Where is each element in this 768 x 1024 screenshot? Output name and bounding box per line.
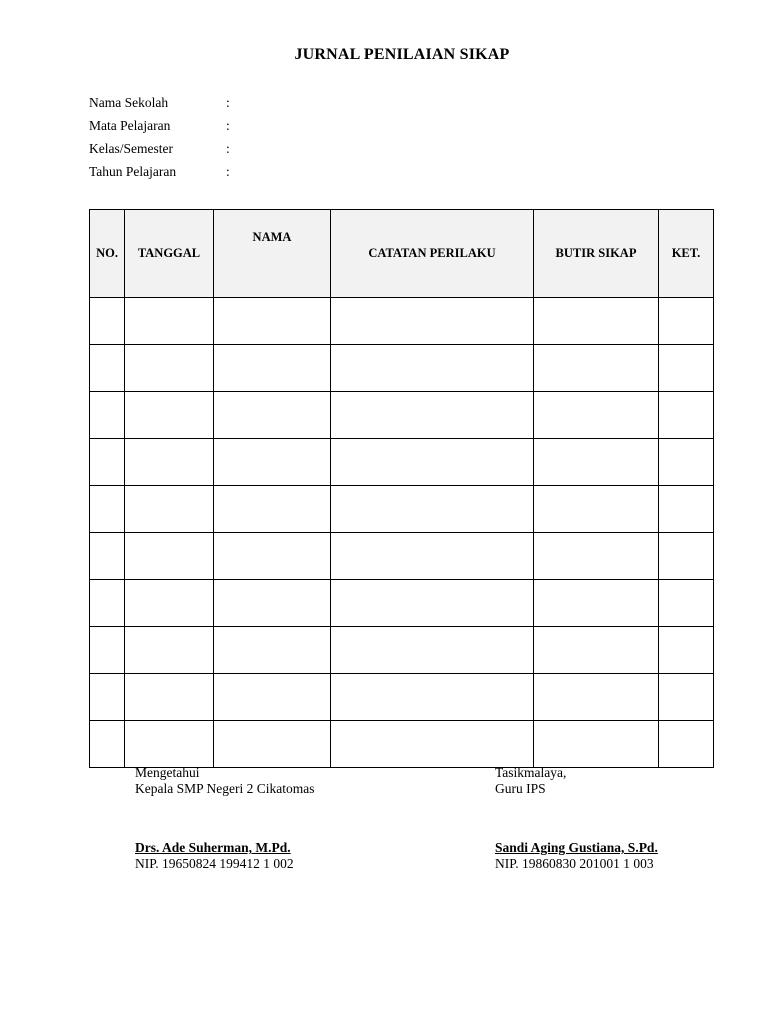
table-cell [214, 533, 331, 580]
table-cell [659, 674, 714, 721]
table-cell [331, 674, 534, 721]
info-colon: : [226, 118, 230, 133]
table-cell [331, 345, 534, 392]
table-row [90, 298, 714, 345]
table-row [90, 721, 714, 768]
info-colon: : [226, 164, 230, 179]
table-cell [659, 580, 714, 627]
table-cell [331, 392, 534, 439]
signature-right-line2: Guru IPS [495, 781, 546, 796]
table-cell [214, 580, 331, 627]
table-cell [90, 486, 125, 533]
table-cell [90, 392, 125, 439]
table-cell [214, 345, 331, 392]
table-cell [90, 533, 125, 580]
table-row [90, 533, 714, 580]
table-cell [534, 392, 659, 439]
table-cell [331, 580, 534, 627]
header-butir-sikap: BUTIR SIKAP [534, 210, 659, 298]
table-cell [214, 674, 331, 721]
table-cell [534, 721, 659, 768]
table-cell [125, 392, 214, 439]
signature-left-line2: Kepala SMP Negeri 2 Cikatomas [135, 781, 315, 796]
table-cell [125, 674, 214, 721]
table-cell [331, 533, 534, 580]
table-cell [659, 486, 714, 533]
table-header-row [90, 210, 714, 298]
table-cell [90, 345, 125, 392]
signature-right-line1: Tasikmalaya, [495, 765, 567, 780]
table-cell [331, 298, 534, 345]
table-cell [534, 627, 659, 674]
table-cell [214, 439, 331, 486]
table-cell [331, 486, 534, 533]
table-cell [125, 345, 214, 392]
header-ket: KET. [659, 210, 714, 298]
header-nama: NAMA [214, 210, 331, 298]
table-cell [214, 486, 331, 533]
table-cell [125, 486, 214, 533]
info-label: Nama Sekolah [89, 95, 169, 110]
document-title: JURNAL PENILAIAN SIKAP [294, 46, 510, 63]
table-body [90, 298, 714, 768]
table-cell [534, 674, 659, 721]
table-cell [534, 298, 659, 345]
table-cell [214, 721, 331, 768]
header-no: NO. [90, 210, 125, 298]
table-row [90, 486, 714, 533]
table-cell [90, 721, 125, 768]
table-row [90, 627, 714, 674]
table-cell [331, 721, 534, 768]
table-cell [659, 392, 714, 439]
table-cell [125, 721, 214, 768]
table-cell [659, 533, 714, 580]
signature-left-line1: Mengetahui [135, 765, 200, 780]
signature-right-nip: NIP. 19860830 201001 1 003 [495, 856, 654, 871]
journal-table [89, 209, 714, 768]
signature-left-nip: NIP. 19650824 199412 1 002 [135, 856, 294, 871]
table-cell [534, 580, 659, 627]
table-cell [214, 392, 331, 439]
table-cell [331, 439, 534, 486]
table-cell [534, 345, 659, 392]
table-cell [125, 533, 214, 580]
signature-left-block [135, 765, 314, 797]
table-cell [125, 580, 214, 627]
table-cell [90, 580, 125, 627]
table-cell [214, 627, 331, 674]
table-cell [659, 627, 714, 674]
table-cell [534, 439, 659, 486]
table-cell [90, 439, 125, 486]
table-cell [90, 674, 125, 721]
info-label: Mata Pelajaran [89, 118, 171, 133]
info-label: Tahun Pelajaran [89, 164, 177, 179]
table-cell [125, 439, 214, 486]
table-row [90, 439, 714, 486]
table-cell [659, 439, 714, 486]
signature-right-block [495, 765, 566, 797]
table-row [90, 392, 714, 439]
table-cell [125, 298, 214, 345]
table-row [90, 345, 714, 392]
table-cell [659, 298, 714, 345]
signature-right-name: Sandi Aging Gustiana, S.Pd. [495, 840, 658, 855]
info-colon: : [226, 95, 230, 110]
table-cell [214, 298, 331, 345]
table-cell [659, 721, 714, 768]
info-label: Kelas/Semester [89, 141, 173, 156]
info-colon: : [226, 141, 230, 156]
signature-left-name: Drs. Ade Suherman, M.Pd. [135, 840, 291, 855]
table-cell [534, 486, 659, 533]
table-cell [90, 298, 125, 345]
table-cell [125, 627, 214, 674]
table-cell [90, 627, 125, 674]
header-catatan-perilaku: CATATAN PERILAKU [331, 210, 534, 298]
table-row [90, 580, 714, 627]
header-tanggal: TANGGAL [125, 210, 214, 298]
table-cell [659, 345, 714, 392]
table-cell [331, 627, 534, 674]
table-row [90, 674, 714, 721]
table-cell [534, 533, 659, 580]
